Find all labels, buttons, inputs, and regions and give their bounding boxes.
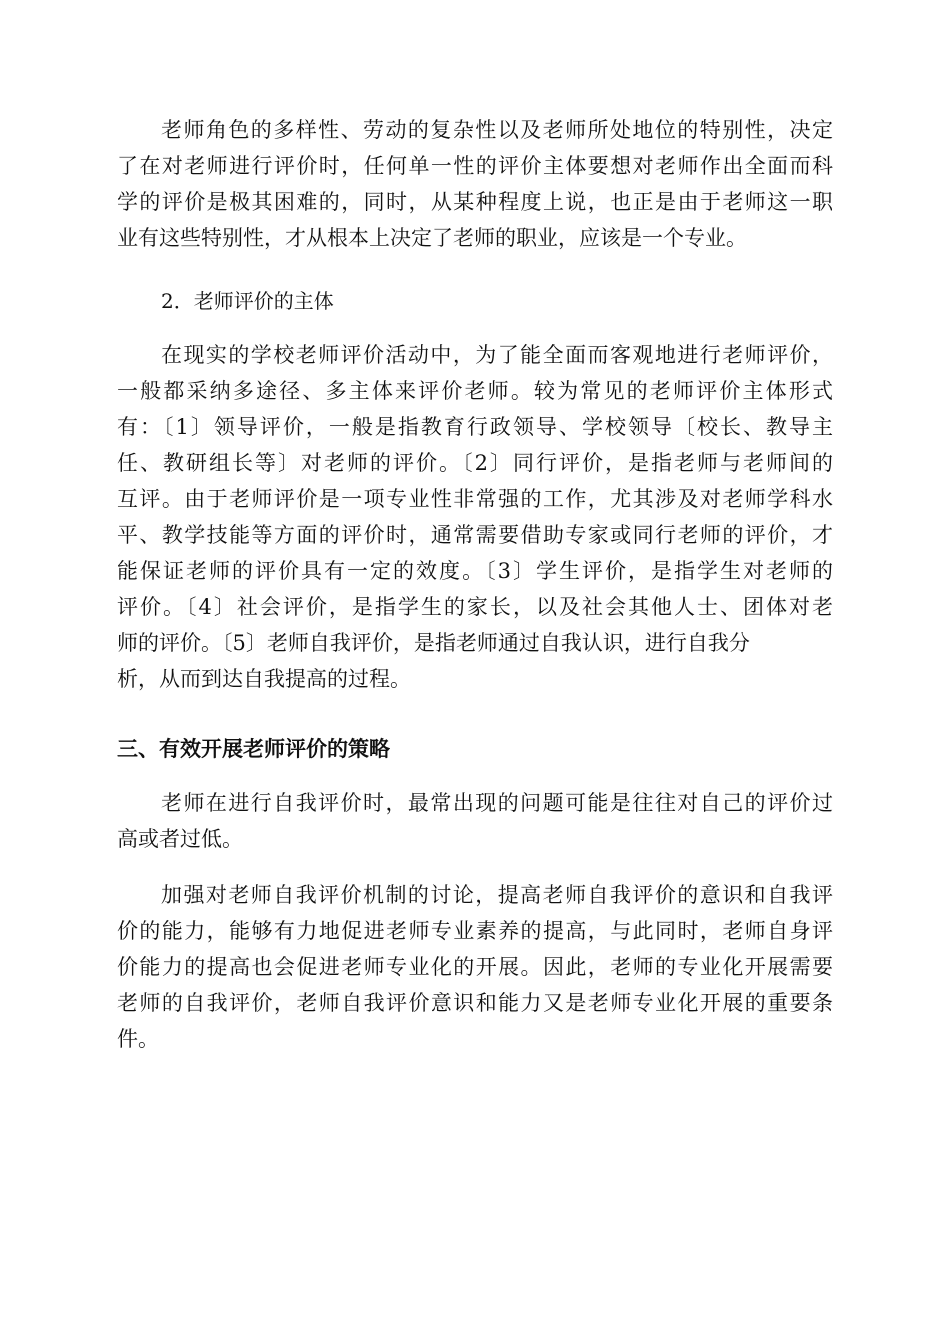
paragraph-line: 老师的自我评价，老师自我评价意识和能力又是老师专业化开展的重要条 xyxy=(117,991,833,1015)
paragraph-line: 件。 xyxy=(117,1027,159,1051)
paragraph-evaluation-subjects xyxy=(117,337,833,697)
paragraph-self-evaluation-problem xyxy=(117,785,833,857)
paragraph-line: 任、教研组长等〕对老师的评价。〔2〕同行评价，是指老师与老师间的 xyxy=(117,451,833,475)
paragraph-line: 一般都采纳多途径、多主体来评价老师。较为常见的老师评价主体形式 xyxy=(117,379,833,403)
paragraph-self-evaluation-mechanism xyxy=(117,877,833,1057)
paragraph-line: 老师在进行自我评价时，最常出现的问题可能是往往对自己的评价过 xyxy=(161,791,833,815)
paragraph-line: 价能力的提高也会促进老师专业化的开展。因此，老师的专业化开展需要 xyxy=(117,955,833,979)
paragraph-line: 加强对老师自我评价机制的讨论，提高老师自我评价的意识和自我评 xyxy=(161,883,833,907)
section-heading: 三、有效开展老师评价的策略 xyxy=(117,737,390,761)
paragraph-line: 在现实的学校老师评价活动中，为了能全面而客观地进行老师评价， xyxy=(161,343,833,367)
paragraph-line: 价的能力，能够有力地促进老师专业素养的提高，与此同时，老师自身评 xyxy=(117,919,833,943)
paragraph-line: 师的评价。〔5〕老师自我评价，是指老师通过自我认识，进行自我分 xyxy=(117,631,750,655)
paragraph-line: 高或者过低。 xyxy=(117,827,243,851)
paragraph-line: 有：〔1〕领导评价，一般是指教育行政领导、学校领导〔校长、教导主 xyxy=(117,415,833,439)
paragraph-line: 了在对老师进行评价时，任何单一性的评价主体要想对老师作出全面而科 xyxy=(117,154,833,178)
paragraph-line: 学的评价是极其困难的，同时，从某种程度上说，也正是由于老师这一职 xyxy=(117,190,833,214)
paragraph-teacher-role xyxy=(117,112,833,256)
paragraph-line: 评价。〔4〕社会评价，是指学生的家长，以及社会其他人士、团体对老 xyxy=(117,595,833,619)
paragraph-line: 老师角色的多样性、劳动的复杂性以及老师所处地位的特别性，决定 xyxy=(161,118,833,142)
paragraph-line: 互评。由于老师评价是一项专业性非常强的工作，尤其涉及对老师学科水 xyxy=(117,487,833,511)
paragraph-line: 析，从而到达自我提高的过程。 xyxy=(117,667,411,691)
paragraph-line: 业有这些特别性，才从根本上决定了老师的职业，应该是一个专业。 xyxy=(117,226,747,250)
paragraph-line: 平、教学技能等方面的评价时，通常需要借助专家或同行老师的评价，才 xyxy=(117,523,833,547)
paragraph-line: 能保证老师的评价具有一定的效度。〔3〕学生评价，是指学生对老师的 xyxy=(117,559,833,583)
subsection-heading: 2．老师评价的主体 xyxy=(161,289,334,313)
